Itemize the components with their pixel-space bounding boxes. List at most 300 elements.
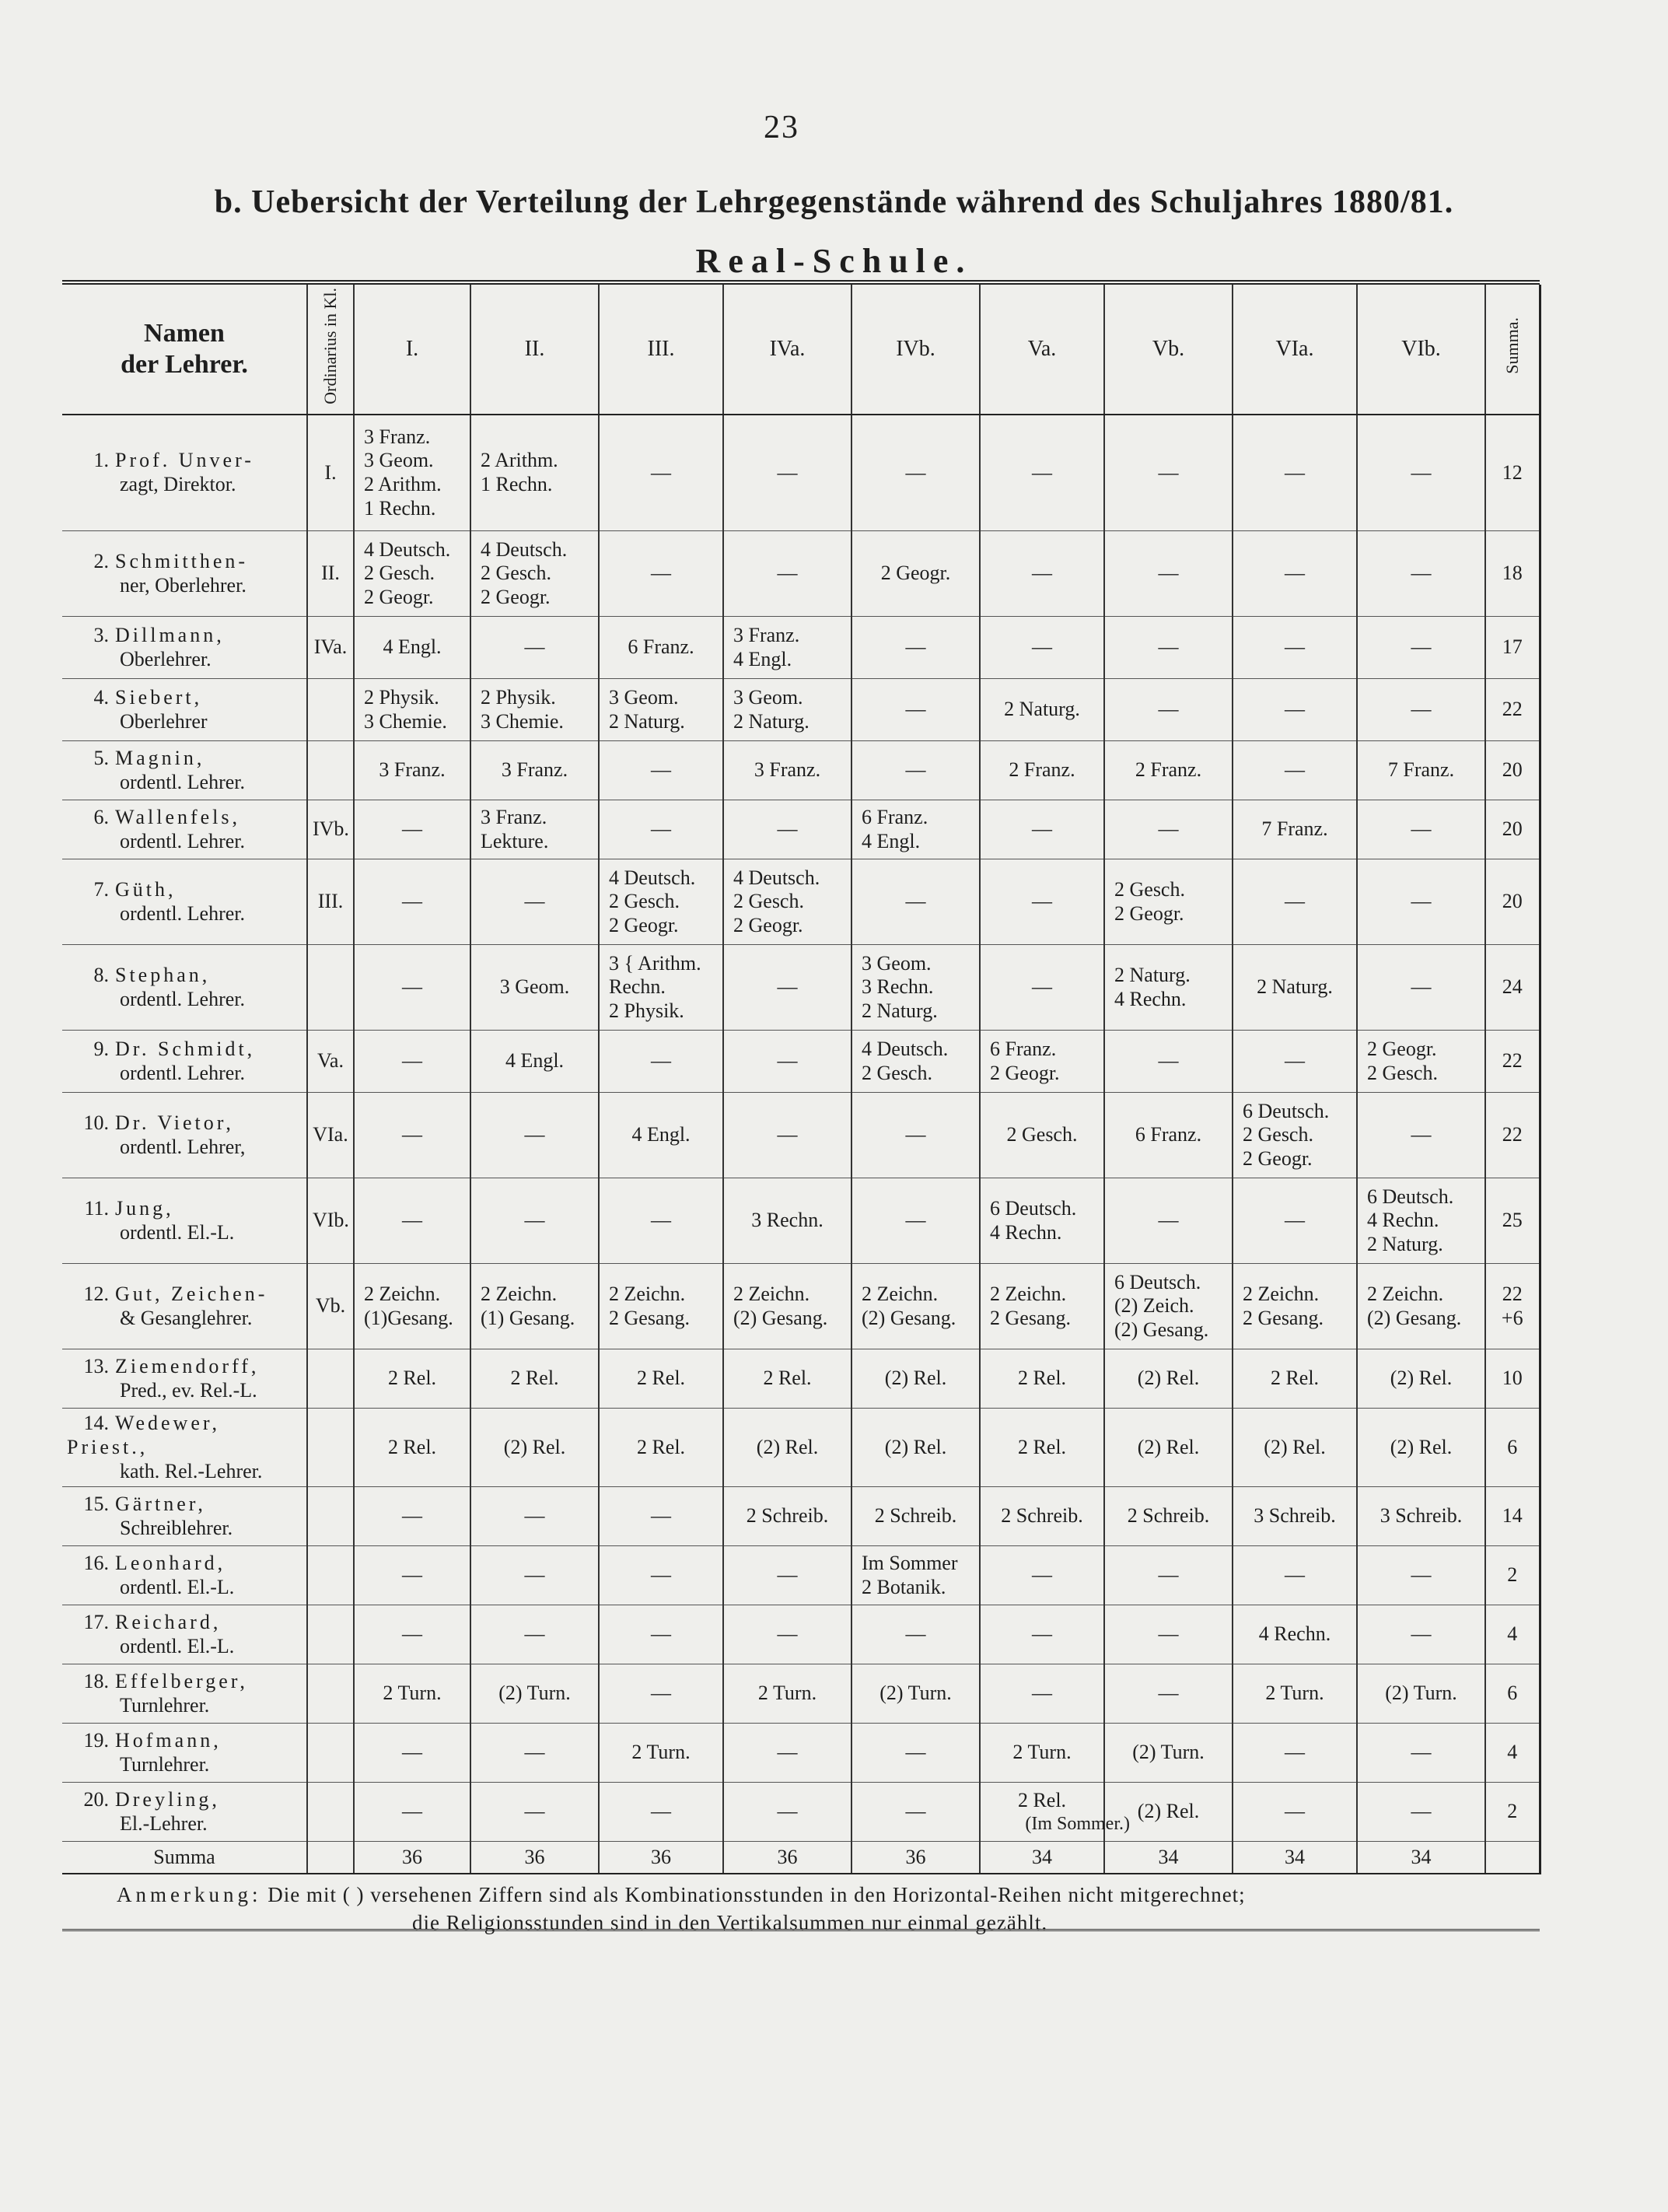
lesson-cell: — <box>470 1724 599 1783</box>
lesson-cell: — <box>1104 1178 1233 1264</box>
lesson-cell: 2 Schreib. <box>1104 1487 1233 1546</box>
teacher-title: ordentl. El.-L. <box>120 1634 235 1657</box>
row-number: 17. <box>83 1611 109 1634</box>
lesson-cell: — <box>723 800 851 859</box>
lesson-cell: (2) Rel. <box>1104 1783 1233 1842</box>
lesson-cell: 3 Geom. 2 Naturg. <box>723 679 851 741</box>
lesson-cell: 3 Geom. 3 Rechn. 2 Naturg. <box>851 945 980 1031</box>
teacher-name-cell <box>62 531 307 617</box>
lesson-cell: 2 Schreib. <box>851 1487 980 1546</box>
lesson-cell: 2 Zeichn. 2 Gesang. <box>599 1264 723 1349</box>
total-cell: 36 <box>470 1842 599 1874</box>
lesson-cell: 3 Geom. <box>470 945 599 1031</box>
row-summa: 6 <box>1485 1409 1540 1487</box>
lesson-cell: — <box>851 1783 980 1842</box>
lesson-cell: — <box>851 1605 980 1664</box>
lesson-cell: 2 Rel. <box>980 1349 1104 1409</box>
lesson-cell: 2 Franz. <box>980 741 1104 800</box>
lesson-cell: 4 Deutsch. 2 Gesch. <box>851 1031 980 1093</box>
total-cell: 34 <box>1357 1842 1485 1874</box>
im-sommer-note: (Im Sommer.) <box>1025 1813 1130 1834</box>
school-title: Real-Schule. <box>695 242 973 280</box>
lesson-cell: 2 Rel. (Im Sommer.) <box>980 1783 1104 1842</box>
teacher-title: Pred., ev. Rel.-L. <box>120 1378 257 1402</box>
lesson-cell: — <box>470 617 599 679</box>
lesson-cell: — <box>354 1605 470 1664</box>
row-summa: 4 <box>1485 1724 1540 1783</box>
lesson-cell: 2 Rel. <box>723 1349 851 1409</box>
lesson-cell: — <box>851 741 980 800</box>
lesson-cell: — <box>723 1724 851 1783</box>
lesson-cell: — <box>980 617 1104 679</box>
teacher-title: ordentl. Lehrer. <box>120 770 245 793</box>
teacher-name-cell <box>62 741 307 800</box>
lesson-cell: — <box>851 859 980 945</box>
teacher-name-cell <box>62 1264 307 1349</box>
teacher-name-cell <box>62 1409 307 1487</box>
teacher-title: ordentl. Lehrer. <box>120 829 245 852</box>
lesson-cell: 3 Geom. 2 Naturg. <box>599 679 723 741</box>
totals-ordinarius <box>307 1842 354 1874</box>
row-summa: 10 <box>1485 1349 1540 1409</box>
lesson-cell: (2) Rel. <box>1104 1349 1233 1409</box>
lesson-cell: 2 Turn. <box>1233 1664 1357 1724</box>
lesson-cell: 4 Engl. <box>354 617 470 679</box>
lesson-cell: — <box>1357 415 1485 531</box>
lesson-cell: — <box>599 1605 723 1664</box>
lesson-cell: 7 Franz. <box>1233 800 1357 859</box>
lesson-cell: — <box>723 1783 851 1842</box>
row-number: 9. <box>93 1038 109 1061</box>
ordinarius-cell <box>307 1605 354 1664</box>
lesson-cell: 2 Physik. 3 Chemie. <box>354 679 470 741</box>
row-number: 19. <box>83 1729 109 1752</box>
teacher-row <box>62 859 1540 945</box>
lesson-cell: — <box>599 1664 723 1724</box>
header-class: III. <box>599 285 723 415</box>
lesson-cell: — <box>980 1546 1104 1605</box>
teacher-title: ordentl. El.-L. <box>120 1220 235 1244</box>
row-number: 8. <box>93 964 109 987</box>
page-title: b. Uebersicht der Verteilung der Lehrgegenstände während des Schuljahres 1880/81. <box>214 184 1454 220</box>
row-summa: 20 <box>1485 859 1540 945</box>
lesson-cell: 2 Zeichn. (2) Gesang. <box>851 1264 980 1349</box>
teacher-row <box>62 1487 1540 1546</box>
ordinarius-cell: II. <box>307 531 354 617</box>
teacher-row <box>62 1605 1540 1664</box>
lesson-cell: — <box>851 617 980 679</box>
teaching-distribution-table <box>62 285 1541 1874</box>
header-ordinarius: Ordinarius in Kl. <box>307 285 354 415</box>
teacher-row <box>62 1093 1540 1178</box>
teacher-row <box>62 1664 1540 1724</box>
teacher-title: Turnlehrer. <box>120 1752 210 1776</box>
row-number: 16. <box>83 1552 109 1575</box>
row-number: 15. <box>83 1493 109 1516</box>
teacher-name-cell <box>62 1664 307 1724</box>
lesson-cell: 6 Franz. <box>599 617 723 679</box>
lesson-cell: (2) Rel. <box>470 1409 599 1487</box>
total-cell: 34 <box>1233 1842 1357 1874</box>
lesson-cell: — <box>980 800 1104 859</box>
lesson-cell: — <box>1104 1664 1233 1724</box>
teacher-title: ordentl. El.-L. <box>120 1575 235 1598</box>
lesson-cell: 2 Gesch. 2 Geogr. <box>1104 859 1233 945</box>
teacher-row <box>62 1264 1540 1349</box>
lesson-cell: 6 Deutsch. 4 Rechn. 2 Naturg. <box>1357 1178 1485 1264</box>
header-row <box>62 285 1540 415</box>
lesson-cell: — <box>599 415 723 531</box>
row-summa: 12 <box>1485 415 1540 531</box>
teacher-name: Effelberger, <box>115 1670 248 1693</box>
teacher-name-cell <box>62 679 307 741</box>
teacher-row <box>62 1724 1540 1783</box>
lesson-cell: 2 Zeichn. 2 Gesang. <box>1233 1264 1357 1349</box>
teacher-name: Dr. Schmidt, <box>115 1038 256 1061</box>
lesson-cell: — <box>599 1546 723 1605</box>
lesson-cell: 2 Rel. <box>470 1349 599 1409</box>
lesson-cell: 4 Rechn. <box>1233 1605 1357 1664</box>
total-cell: 36 <box>723 1842 851 1874</box>
ordinarius-cell <box>307 679 354 741</box>
teacher-name-cell <box>62 1349 307 1409</box>
lesson-cell: 3 Schreib. <box>1233 1487 1357 1546</box>
lesson-cell: 4 Deutsch. 2 Gesch. 2 Geogr. <box>599 859 723 945</box>
lesson-cell: — <box>980 859 1104 945</box>
teacher-row <box>62 1031 1540 1093</box>
lesson-cell: — <box>851 415 980 531</box>
lesson-cell: (2) Turn. <box>1104 1724 1233 1783</box>
lesson-cell: 6 Deutsch. 4 Rechn. <box>980 1178 1104 1264</box>
row-number: 14. <box>83 1412 109 1435</box>
lesson-cell: — <box>1104 800 1233 859</box>
row-summa: 20 <box>1485 800 1540 859</box>
lesson-cell: 2 Turn. <box>599 1724 723 1783</box>
lesson-cell: 3 Rechn. <box>723 1178 851 1264</box>
row-summa: 22 <box>1485 1031 1540 1093</box>
row-number: 7. <box>93 878 109 901</box>
totals-row <box>62 1842 1540 1874</box>
lesson-cell: 6 Deutsch. 2 Gesch. 2 Geogr. <box>1233 1093 1357 1178</box>
lesson-cell: 3 Franz. <box>723 741 851 800</box>
teacher-row <box>62 1546 1540 1605</box>
lesson-cell: (2) Turn. <box>470 1664 599 1724</box>
teacher-name-cell <box>62 800 307 859</box>
lesson-cell: — <box>354 1487 470 1546</box>
teacher-title: ordentl. Lehrer, <box>120 1135 246 1158</box>
teacher-name: Siebert, <box>115 686 203 709</box>
teacher-title: ner, Oberlehrer. <box>120 573 247 597</box>
teacher-name-cell <box>62 1178 307 1264</box>
lesson-cell: — <box>1357 859 1485 945</box>
lesson-cell: 7 Franz. <box>1357 741 1485 800</box>
lesson-cell: 3 Franz. <box>354 741 470 800</box>
row-summa: 4 <box>1485 1605 1540 1664</box>
lesson-cell: — <box>1357 1093 1485 1178</box>
lesson-cell: — <box>354 945 470 1031</box>
header-summa: Summa. <box>1485 285 1540 415</box>
teacher-name: Wedewer, Priest., <box>67 1412 220 1458</box>
lesson-cell: 3 Schreib. <box>1357 1487 1485 1546</box>
teacher-name: Jung, <box>115 1197 174 1220</box>
lesson-cell: — <box>851 1093 980 1178</box>
ordinarius-cell: III. <box>307 859 354 945</box>
header-class: VIb. <box>1357 285 1485 415</box>
teacher-title: ordentl. Lehrer. <box>120 987 245 1010</box>
lesson-cell: — <box>470 1487 599 1546</box>
lesson-cell: — <box>354 1093 470 1178</box>
ordinarius-cell <box>307 1349 354 1409</box>
lesson-cell: 2 Rel. <box>599 1349 723 1409</box>
header-class: IVb. <box>851 285 980 415</box>
row-summa: 22 <box>1485 679 1540 741</box>
lesson-cell: 2 Gesch. <box>980 1093 1104 1178</box>
lesson-cell: — <box>354 1546 470 1605</box>
teacher-title: ordentl. Lehrer. <box>120 901 245 925</box>
total-cell: 36 <box>354 1842 470 1874</box>
ordinarius-cell <box>307 1664 354 1724</box>
teacher-title: kath. Rel.-Lehrer. <box>120 1459 263 1482</box>
lesson-cell: 2 Naturg. 4 Rechn. <box>1104 945 1233 1031</box>
lesson-cell: 2 Rel. <box>1233 1349 1357 1409</box>
lesson-cell: — <box>1233 531 1357 617</box>
row-number: 10. <box>83 1111 109 1135</box>
teacher-name-cell <box>62 617 307 679</box>
lesson-cell: — <box>1233 415 1357 531</box>
lesson-cell: 4 Deutsch. 2 Gesch. 2 Geogr. <box>470 531 599 617</box>
row-summa: 24 <box>1485 945 1540 1031</box>
teacher-name: Dr. Vietor, <box>115 1111 234 1135</box>
total-summa <box>1485 1842 1540 1874</box>
lesson-cell: — <box>1357 1546 1485 1605</box>
lesson-cell: 6 Franz. 2 Geogr. <box>980 1031 1104 1093</box>
lesson-cell: — <box>470 1605 599 1664</box>
lesson-cell: 2 Franz. <box>1104 741 1233 800</box>
lesson-cell: 4 Engl. <box>599 1093 723 1178</box>
row-summa: 18 <box>1485 531 1540 617</box>
lesson-cell: 4 Deutsch. 2 Gesch. 2 Geogr. <box>723 859 851 945</box>
row-number: 11. <box>84 1197 109 1220</box>
lesson-cell: — <box>470 1178 599 1264</box>
lesson-cell: — <box>599 741 723 800</box>
lesson-cell: — <box>723 531 851 617</box>
lesson-cell: 2 Zeichn. (2) Gesang. <box>1357 1264 1485 1349</box>
lesson-cell: — <box>1104 531 1233 617</box>
lesson-cell: — <box>470 1546 599 1605</box>
lesson-cell: — <box>1357 1783 1485 1842</box>
lesson-cell: — <box>1357 679 1485 741</box>
teacher-name-cell <box>62 1783 307 1842</box>
teaching-distribution-table-wrap <box>62 280 1540 1874</box>
lesson-cell: — <box>980 415 1104 531</box>
teacher-title: ordentl. Lehrer. <box>120 1061 245 1084</box>
lesson-cell: — <box>723 415 851 531</box>
lesson-cell: — <box>723 945 851 1031</box>
teacher-name-cell <box>62 945 307 1031</box>
lesson-cell: — <box>1104 679 1233 741</box>
lesson-cell: (2) Turn. <box>1357 1664 1485 1724</box>
ordinarius-cell <box>307 1724 354 1783</box>
lesson-cell: (2) Rel. <box>723 1409 851 1487</box>
header-class: Vb. <box>1104 285 1233 415</box>
header-class: Va. <box>980 285 1104 415</box>
ordinarius-cell <box>307 1487 354 1546</box>
row-summa: 2 <box>1485 1783 1540 1842</box>
lesson-cell: — <box>980 1605 1104 1664</box>
lesson-cell: 2 Zeichn. (1) Gesang. <box>470 1264 599 1349</box>
lesson-cell: — <box>1357 945 1485 1031</box>
ordinarius-cell <box>307 1546 354 1605</box>
teacher-name-cell <box>62 415 307 531</box>
lesson-cell: 3 Franz. 4 Engl. <box>723 617 851 679</box>
teacher-name: Gärtner, <box>115 1493 206 1516</box>
teacher-row <box>62 800 1540 859</box>
lesson-cell: — <box>851 1724 980 1783</box>
teacher-name: Dillmann, <box>115 624 225 647</box>
teacher-row <box>62 1783 1540 1842</box>
lesson-cell: 2 Rel. <box>980 1409 1104 1487</box>
lesson-cell: — <box>1233 1783 1357 1842</box>
ordinarius-cell <box>307 1783 354 1842</box>
lesson-cell: 2 Naturg. <box>1233 945 1357 1031</box>
lesson-cell: (2) Rel. <box>1233 1409 1357 1487</box>
summa-label: Summa <box>62 1842 307 1874</box>
teacher-title: Schreiblehrer. <box>120 1516 233 1539</box>
total-cell: 34 <box>1104 1842 1233 1874</box>
lesson-cell: 2 Physik. 3 Chemie. <box>470 679 599 741</box>
lesson-cell: — <box>1357 1724 1485 1783</box>
lesson-cell: — <box>354 859 470 945</box>
lesson-cell: — <box>354 800 470 859</box>
row-number: 13. <box>83 1355 109 1378</box>
lesson-cell: 2 Arithm. 1 Rechn. <box>470 415 599 531</box>
lesson-cell: — <box>1104 1031 1233 1093</box>
header-class: II. <box>470 285 599 415</box>
total-cell: 36 <box>599 1842 723 1874</box>
teacher-row <box>62 531 1540 617</box>
lesson-cell: — <box>1233 741 1357 800</box>
lesson-cell: — <box>1104 1605 1233 1664</box>
header-class: IVa. <box>723 285 851 415</box>
teacher-title: El.-Lehrer. <box>120 1811 208 1835</box>
ordinarius-cell: IVb. <box>307 800 354 859</box>
teacher-row <box>62 945 1540 1031</box>
note-line-2: die Religionsstunden sind in den Vertikalsummen nur einmal gezählt. <box>412 1911 1048 1935</box>
lesson-cell: — <box>470 1783 599 1842</box>
teacher-row <box>62 1178 1540 1264</box>
teacher-title: zagt, Direktor. <box>120 472 236 495</box>
teacher-name: Schmitthen- <box>115 550 249 573</box>
teacher-name-cell <box>62 1724 307 1783</box>
lesson-cell: (2) Turn. <box>851 1664 980 1724</box>
lesson-cell: — <box>1233 1178 1357 1264</box>
teacher-name: Hofmann, <box>115 1729 222 1752</box>
note-line-1: Die mit ( ) versehenen Ziffern sind als Kombinationsstunden in den Horizontal-Reihen nicht mitgerechnet; <box>268 1883 1246 1906</box>
lesson-cell: 6 Deutsch. (2) Zeich. (2) Gesang. <box>1104 1264 1233 1349</box>
lesson-cell: — <box>599 531 723 617</box>
lesson-cell: 2 Naturg. <box>980 679 1104 741</box>
lesson-cell: — <box>980 945 1104 1031</box>
ordinarius-cell <box>307 741 354 800</box>
row-number: 12. <box>83 1283 109 1306</box>
lesson-cell: 4 Engl. <box>470 1031 599 1093</box>
ordinarius-cell: VIa. <box>307 1093 354 1178</box>
lesson-cell: — <box>1104 415 1233 531</box>
lesson-cell: — <box>980 1664 1104 1724</box>
teacher-name: Magnin, <box>115 747 205 770</box>
teacher-row <box>62 679 1540 741</box>
teacher-row <box>62 415 1540 531</box>
lesson-cell: — <box>723 1546 851 1605</box>
lesson-cell: — <box>354 1783 470 1842</box>
lesson-cell: — <box>980 531 1104 617</box>
lesson-cell: (2) Rel. <box>851 1349 980 1409</box>
teacher-row <box>62 1409 1540 1487</box>
row-summa: 20 <box>1485 741 1540 800</box>
ordinarius-cell: I. <box>307 415 354 531</box>
row-summa: 6 <box>1485 1664 1540 1724</box>
row-number: 4. <box>93 686 109 709</box>
row-number: 18. <box>83 1670 109 1693</box>
lesson-cell: 2 Schreib. <box>980 1487 1104 1546</box>
lesson-cell: — <box>723 1605 851 1664</box>
ordinarius-cell <box>307 945 354 1031</box>
header-class: I. <box>354 285 470 415</box>
teacher-name-cell <box>62 1546 307 1605</box>
total-cell: 36 <box>851 1842 980 1874</box>
lesson-cell: 2 Turn. <box>723 1664 851 1724</box>
lesson-cell: 2 Rel. <box>354 1349 470 1409</box>
teacher-title: Turnlehrer. <box>120 1693 210 1717</box>
ordinarius-cell: VIb. <box>307 1178 354 1264</box>
lesson-cell: — <box>1233 1031 1357 1093</box>
lesson-cell: 2 Geogr. <box>851 531 980 617</box>
row-summa: 2 <box>1485 1546 1540 1605</box>
lesson-cell: 2 Schreib. <box>723 1487 851 1546</box>
lesson-cell: — <box>723 1031 851 1093</box>
ordinarius-cell: Va. <box>307 1031 354 1093</box>
teacher-title: & Gesanglehrer. <box>120 1306 253 1329</box>
lesson-cell: 3 Franz. 3 Geom. 2 Arithm. 1 Rechn. <box>354 415 470 531</box>
teacher-name-cell <box>62 1487 307 1546</box>
lesson-cell: — <box>1104 617 1233 679</box>
lesson-cell: — <box>851 679 980 741</box>
teacher-name: Stephan, <box>115 964 211 987</box>
row-summa: 17 <box>1485 617 1540 679</box>
lesson-cell: 3 Franz. Lekture. <box>470 800 599 859</box>
lesson-cell: — <box>1233 859 1357 945</box>
teacher-name: Güth, <box>115 878 177 901</box>
row-summa: 25 <box>1485 1178 1540 1264</box>
lesson-cell: — <box>723 1093 851 1178</box>
lesson-cell: — <box>599 800 723 859</box>
lesson-cell: (2) Rel. <box>1357 1349 1485 1409</box>
lesson-cell: 2 Geogr. 2 Gesch. <box>1357 1031 1485 1093</box>
lesson-cell: 3 { Arithm. Rechn. 2 Physik. <box>599 945 723 1031</box>
row-number: 5. <box>93 747 109 770</box>
lesson-cell: — <box>1233 1546 1357 1605</box>
teacher-name-cell <box>62 859 307 945</box>
lesson-cell: — <box>1233 679 1357 741</box>
teacher-name: Ziemendorff, <box>115 1355 260 1378</box>
ordinarius-cell: Vb. <box>307 1264 354 1349</box>
lesson-cell: — <box>1357 617 1485 679</box>
lesson-cell: — <box>599 1031 723 1093</box>
lesson-cell: Im Sommer 2 Botanik. <box>851 1546 980 1605</box>
teacher-name: Wallenfels, <box>115 806 241 829</box>
teacher-name: Gut, Zeichen- <box>115 1283 268 1306</box>
teacher-title: Oberlehrer <box>120 709 208 733</box>
